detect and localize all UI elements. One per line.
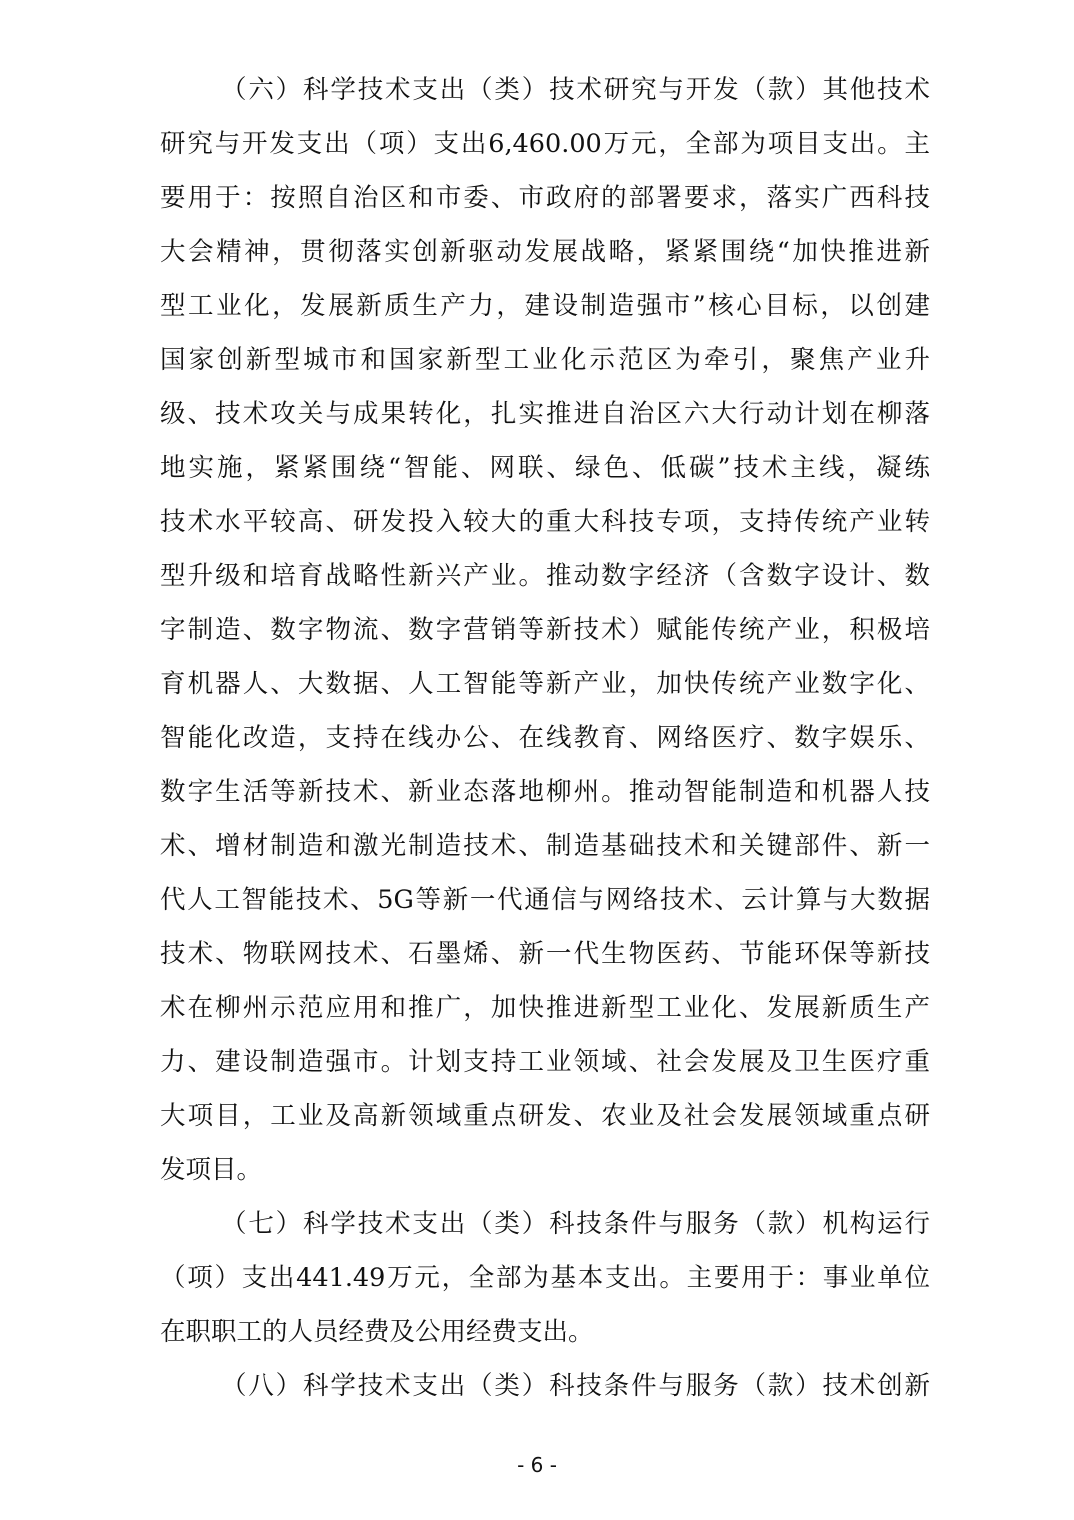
text-line: 数字生活等新技术、新业态落地柳州。推动智能制造和机器人技 <box>160 777 930 807</box>
text-line: 大项目，工业及高新领域重点研发、农业及社会发展领域重点研 <box>160 1101 930 1131</box>
text-line: 力、建设制造强市。计划支持工业领域、社会发展及卫生医疗重 <box>160 1047 930 1077</box>
text-line: 智能化改造，支持在线办公、在线教育、网络医疗、数字娱乐、 <box>160 723 930 753</box>
text-line: 术在柳州示范应用和推广，加快推进新型工业化、发展新质生产 <box>160 993 930 1023</box>
text-line: （六）科学技术支出（类）技术研究与开发（款）其他技术 <box>221 75 930 105</box>
text-line: （项）支出441.49万元，全部为基本支出。主要用于：事业单位 <box>160 1263 930 1293</box>
text-line: （八）科学技术支出（类）科技条件与服务（款）技术创新 <box>221 1371 930 1401</box>
text-line: （七）科学技术支出（类）科技条件与服务（款）机构运行 <box>221 1209 930 1239</box>
text-line: 育机器人、大数据、人工智能等新产业，加快传统产业数字化、 <box>160 669 930 699</box>
text-line: 在职职工的人员经费及公用经费支出。 <box>160 1317 594 1347</box>
paragraph-item-6 <box>160 63 930 1197</box>
body-text <box>160 63 930 1413</box>
paragraph-item-8 <box>160 1359 930 1413</box>
text-line: 代人工智能技术、5G等新一代通信与网络技术、云计算与大数据 <box>160 885 930 915</box>
text-line: 大会精神，贯彻落实创新驱动发展战略，紧紧围绕“加快推进新 <box>160 237 930 267</box>
text-line: 术、增材制造和激光制造技术、制造基础技术和关键部件、新一 <box>160 831 930 861</box>
page-number: - 6 - <box>517 1453 557 1477</box>
paragraph-item-7 <box>160 1197 930 1359</box>
text-line: 字制造、数字物流、数字营销等新技术）赋能传统产业，积极培 <box>160 615 930 645</box>
text-line: 要用于：按照自治区和市委、市政府的部署要求，落实广西科技 <box>160 183 930 213</box>
text-line: 级、技术攻关与成果转化，扎实推进自治区六大行动计划在柳落 <box>160 399 930 429</box>
text-line: 型工业化，发展新质生产力，建设制造强市”核心目标，以创建 <box>160 291 930 321</box>
text-line: 发项目。 <box>160 1155 263 1185</box>
text-line: 技术、物联网技术、石墨烯、新一代生物医药、节能环保等新技 <box>160 939 930 969</box>
text-line: 技术水平较高、研发投入较大的重大科技专项，支持传统产业转 <box>160 507 930 537</box>
text-line: 地实施，紧紧围绕“智能、网联、绿色、低碳”技术主线，凝练 <box>160 453 930 483</box>
text-line: 国家创新型城市和国家新型工业化示范区为牵引，聚焦产业升 <box>160 345 930 375</box>
text-line: 型升级和培育战略性新兴产业。推动数字经济（含数字设计、数 <box>160 561 930 591</box>
text-line: 研究与开发支出（项）支出6,460.00万元，全部为项目支出。主 <box>160 129 930 159</box>
